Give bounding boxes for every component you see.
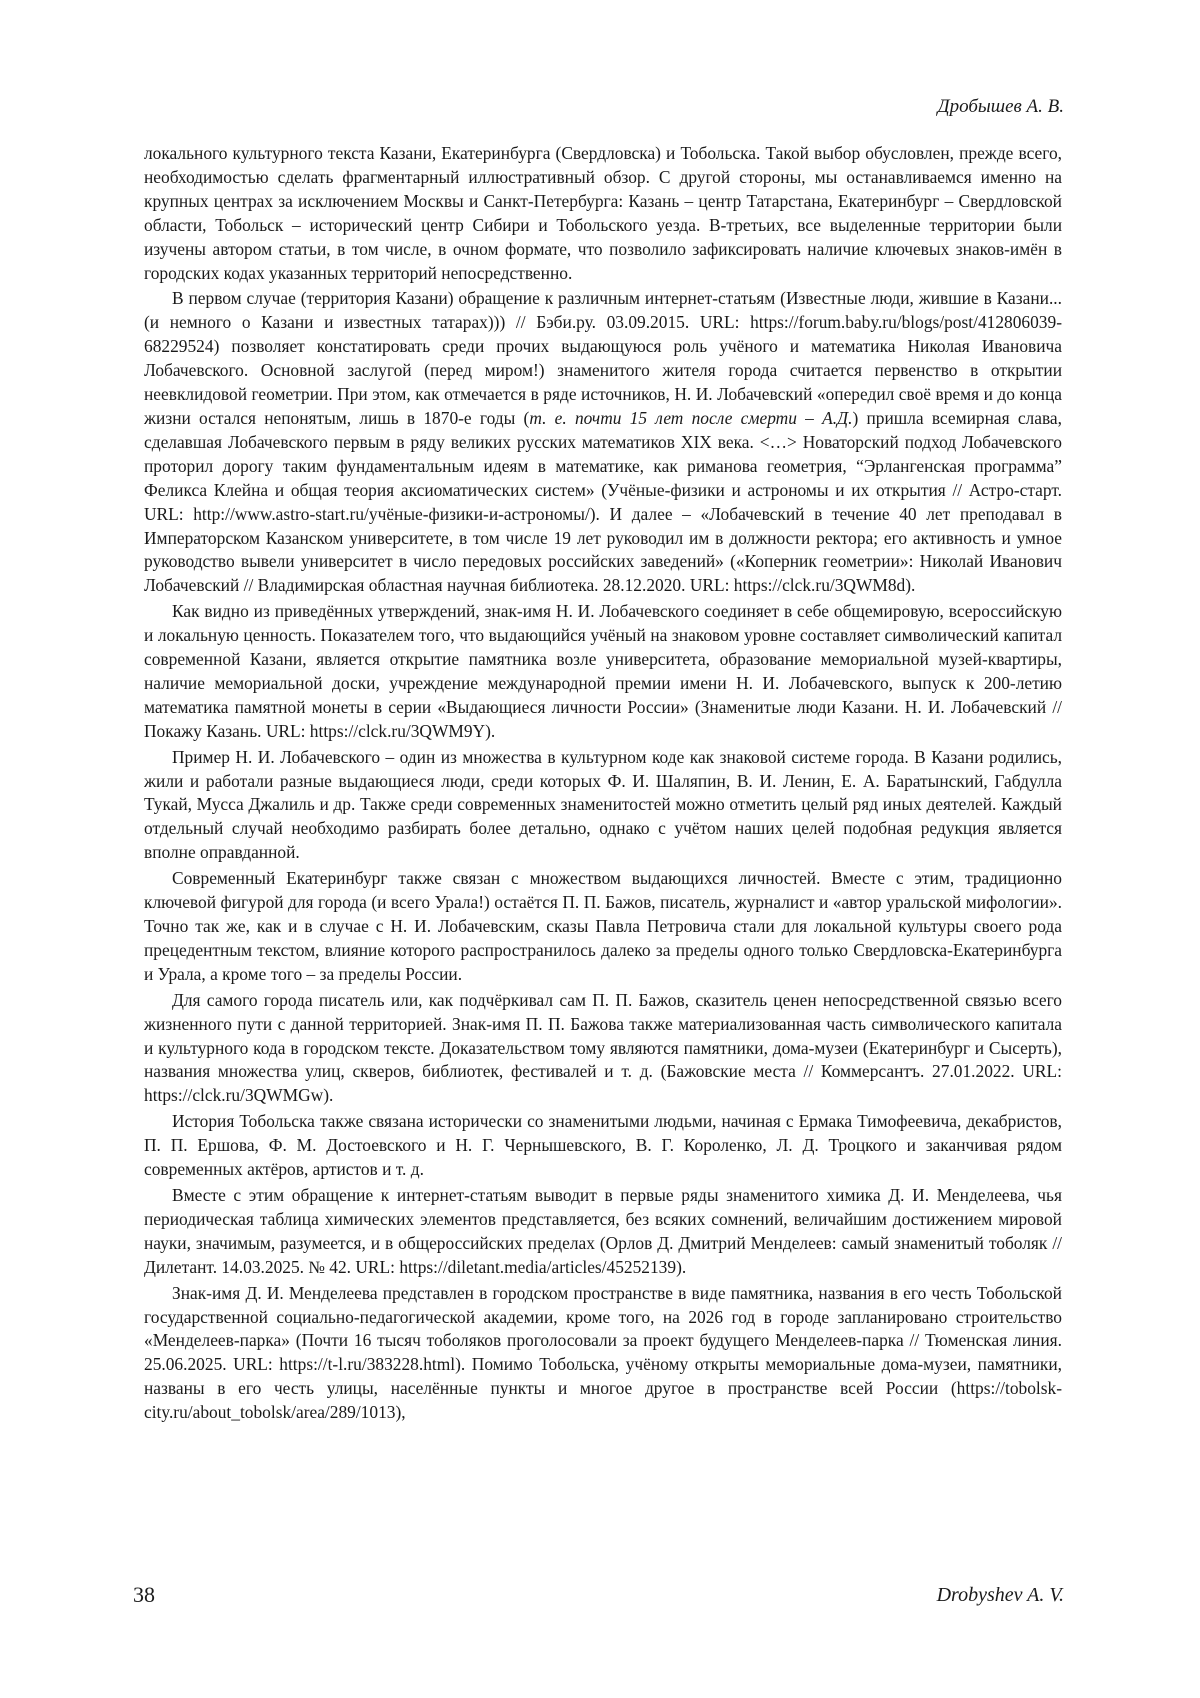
paragraph: Для самого города писатель или, как подчёркивал сам П. П. Бажов, сказитель ценен непосредственной связью всего жизненного пути с данной территорией. Знак-имя П. П. Бажова также материализованная часть символического капитала и культурного кода в городском тексте. Доказательством тому являются памятники, дома-музеи (Екатеринбург и Сысерть), названия множества улиц, скверов, библиотек, фестивалей и т. д. (Бажовские места // Коммерсантъ. 27.01.2022. URL: https://clck.ru/3QWMGw). <box>144 989 1062 1106</box>
editorial-note: т. е. почти 15 лет после смерти – А.Д. <box>529 407 853 428</box>
paragraph: Вместе с этим обращение к интернет-статьям выводит в первые ряды знаменитого химика Д. И. Менделеева, чья периодическая таблица химических элементов представляется, без всяких сомнений, величайшим достижением мировой науки, значимым, разумеется, и в общероссийских пределах (Орлов Д. Дмитрий Менделеев: самый знаменитый тоболяк // Дилетант. 14.03.2025. № 42. URL: https://diletant.media/articles/45252139). <box>144 1184 1062 1277</box>
paragraph <box>144 287 1062 598</box>
paragraph: Пример Н. И. Лобачевского – один из множества в культурном коде как знаковой системе города. В Казани родились, жили и работали разные выдающиеся люди, среди которых Ф. И. Шаляпин, В. И. Ленин, Е. А. Баратынский, Габдулла Тукай, Мусса Джалиль и др. Также среди современных знаменитостей можно отметить целый ряд иных деятелей. Каждый отдельный случай необходимо разбирать более детально, однако с учётом наших целей подобная редукция является вполне оправданной. <box>144 746 1062 863</box>
paragraph-text: В первом случае (территория Казани) обращение к различным интернет-статьям (Известные люди, жившие в Казани... (и немного о Казани и известных татарах))) // Бэби.ру. 03.09.2015. URL: https://forum.baby.ru/blogs/post/412806039-68229524) позволяет констатировать среди прочих выдающуюся роль учёного и математика Николая Ивановича Лобачевского. Основной заслугой (перед миром!) знаменитого жителя города считается первенство в открытии неевклидовой геометрии. При этом, как отмечается в ряде источников, Н. И. Лобачевский «опередил своё время и до конца жизни остался непонятым, лишь в 1870-е годы ( <box>144 288 1062 428</box>
paragraph-text: ) пришла всемирная слава, сделавшая Лобачевского первым в ряду великих русских математиков XIX века. <…> Новаторский подход Лобачевского проторил дорогу таким фундаментальным идеям в математике, как риманова геометрия, “Эрлангенская программа” Феликса Клейна и общая теория аксиоматических систем» (Учёные-физики и астрономы и их открытия // Астро-старт. URL: http://www.astro-start.ru/учёные-физики-и-астрономы/). И далее – «Лобачевский в течение 40 лет преподавал в Императорском Казанском университете, в том числе 19 лет руководил им в должности ректора; его активность и умное руководство вывели университет в число передовых российских заведений» («Коперник геометрии»: Николай Иванович Лобачевский // Владимирская областная научная библиотека. 28.12.2020. URL: https://clck.ru/3QWM8d). <box>144 407 1062 596</box>
page-number: 38 <box>133 1582 155 1607</box>
article-body <box>144 142 1062 1425</box>
paragraph: локального культурного текста Казани, Екатеринбурга (Свердловска) и Тобольска. Такой выбор обусловлен, прежде всего, необходимостью сделать фрагментарный иллюстративный обзор. С другой стороны, мы останавливаемся именно на крупных центрах за исключением Москвы и Санкт-Петербурга: Казань – центр Татарстана, Екатеринбург – Свердловской области, Тобольск – исторический центр Сибири и Тобольского уезда. В-третьих, все выделенные территории были изучены автором статьи, в том числе, в очном формате, что позволило зафиксировать наличие ключевых знаков-имён в городских кодах указанных территорий непосредственно. <box>144 143 1062 283</box>
footer-author: Drobyshev A. V. <box>936 1584 1064 1606</box>
paragraph: История Тобольска также связана исторически со знаменитыми людьми, начиная с Ермака Тимофеевича, декабристов, П. П. Ершова, Ф. М. Достоевского и Н. Г. Чернышевского, В. Г. Короленко, Л. Д. Троцкого и заканчивая рядом современных актёров, артистов и т. д. <box>144 1111 1062 1180</box>
paragraph: Современный Екатеринбург также связан с множеством выдающихся личностей. Вместе с этим, традиционно ключевой фигурой для города (и всего Урала!) остаётся П. П. Бажов, писатель, журналист и «автор уральской мифологии». Точно так же, как и в случае с Н. И. Лобачевским, сказы Павла Петровича стали для локальной культуры своего рода прецедентным текстом, влияние которого распространилось далеко за пределы одного только Свердловска-Екатеринбурга и Урала, а кроме того – за пределы России. <box>144 868 1062 984</box>
paragraph: Как видно из приведённых утверждений, знак-имя Н. И. Лобачевского соединяет в себе общемировую, всероссийскую и локальную ценность. Показателем того, что выдающийся учёный на знаковом уровне составляет символический капитал современной Казани, является открытие памятника возле университета, образование мемориальной музей-квартиры, наличие мемориальной доски, учреждение международной премии имени Н. И. Лобачевского, выпуск к 200-летию математика памятной монеты в серии «Выдающиеся личности России» (Знаменитые люди Казани. Н. И. Лобачевский // Покажу Казань. URL: https://clck.ru/3QWM9Y). <box>144 601 1062 741</box>
paragraph: Знак-имя Д. И. Менделеева представлен в городском пространстве в виде памятника, названия в его честь Тобольской государственной социально-педагогической академии, кроме того, на 2026 год в городе запланировано строительство «Менделеев-парка» (Почти 16 тысяч тоболяков проголосовали за проект будущего Менделеев-парка // Тюменская линия. 25.06.2025. URL: https://t-l.ru/383228.html). Помимо Тобольска, учёному открыты мемориальные дома-музеи, памятники, названы в его честь улицы, населённые пункты и многое другое в пространстве всей России (https://tobolsk-city.ru/about_tobolsk/area/289/1013), <box>144 1282 1062 1423</box>
running-head-author: Дробышев А. В. <box>937 96 1064 117</box>
